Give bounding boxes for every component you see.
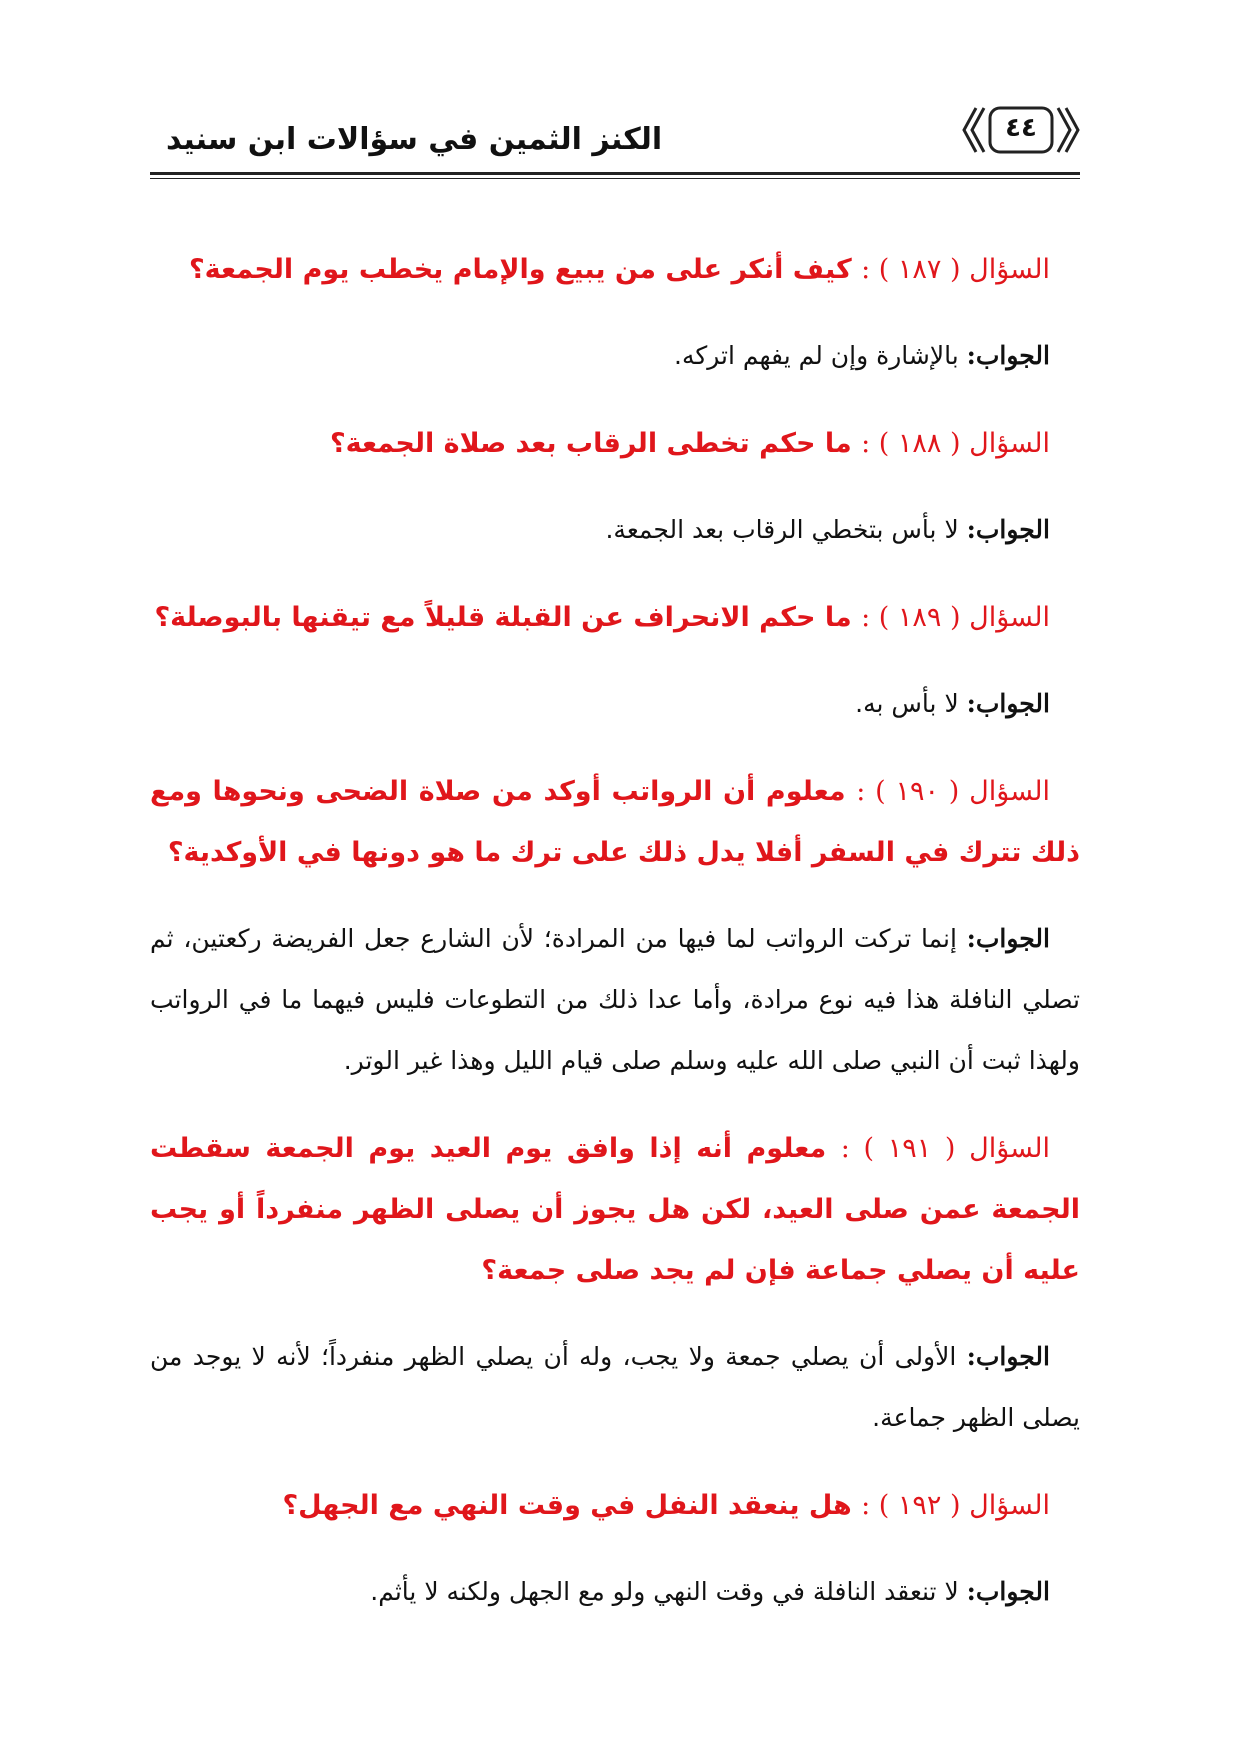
answer [150, 499, 1080, 560]
question-label: السؤال ( ١٨٩ ) : [861, 602, 1050, 633]
question-text: كيف أنكر على من يبيع والإمام يخطب يوم الجمعة؟ [188, 254, 852, 285]
page-header [150, 100, 1080, 192]
qa-item [150, 1475, 1080, 1622]
question [150, 587, 1080, 648]
answer-text: لا بأس بتخطي الرقاب بعد الجمعة. [605, 515, 959, 544]
answer [150, 325, 1080, 386]
answer-text: إنما تركت الرواتب لما فيها من المرادة؛ لأن الشارع جعل الفريضة ركعتين، ثم تصلي النافلة هذا فيه نوع مرادة، وأما عدا ذلك من التطوعات فليس فيهما ما في الرواتب ولهذا ثبت أن النبي صلى الله عليه وسلم صلى قيام الليل وهذا غير الوتر. [150, 924, 1080, 1075]
page-number-badge [962, 104, 1080, 156]
question [150, 1475, 1080, 1536]
answer [150, 673, 1080, 734]
answer-text: لا تنعقد النافلة في وقت النهي ولو مع الجهل ولكنه لا يأثم. [370, 1577, 959, 1606]
qa-item [150, 761, 1080, 1091]
question-text: ما حكم تخطى الرقاب بعد صلاة الجمعة؟ [330, 428, 852, 459]
question-label: السؤال ( ١٩٠ ) : [856, 776, 1051, 807]
answer-text: الأولى أن يصلي جمعة ولا يجب، وله أن يصلي الظهر منفرداً؛ لأنه لا يوجد من يصلى الظهر جماعة. [150, 1342, 1080, 1432]
question-label: السؤال ( ١٨٧ ) : [861, 254, 1050, 285]
answer-label: الجواب: [966, 924, 1050, 953]
answer-label: الجواب: [966, 689, 1050, 718]
answer [150, 1561, 1080, 1622]
question-text: ما حكم الانحراف عن القبلة قليلاً مع تيقنها بالبوصلة؟ [154, 602, 852, 633]
question [150, 413, 1080, 474]
book-title: الكنز الثمين في سؤالات ابن سنيد [166, 122, 663, 157]
qa-content [150, 212, 1080, 1648]
answer-text: لا بأس به. [855, 689, 959, 718]
page-number: ٤٤ [1005, 113, 1037, 143]
question-label: السؤال ( ١٩١ ) : [840, 1133, 1050, 1164]
question-text: معلوم أنه إذا وافق يوم العيد يوم الجمعة سقطت الجمعة عمن صلى العيد، لكن هل يجوز أن يصلى الظهر منفرداً أو يجب عليه أن يصلي جماعة فإن لم يجد صلى جمعة؟ [150, 1133, 1080, 1286]
header-divider [150, 172, 1080, 175]
answer-label: الجواب: [966, 515, 1050, 544]
qa-item [150, 239, 1080, 386]
answer-label: الجواب: [966, 1342, 1050, 1371]
question [150, 239, 1080, 300]
header-divider-thin [150, 178, 1080, 179]
qa-item [150, 587, 1080, 734]
question-text: معلوم أن الرواتب أوكد من صلاة الضحى ونحوها ومع ذلك تترك في السفر أفلا يدل ذلك على ترك ما هو دونها في الأوكدية؟ [150, 776, 1080, 868]
question [150, 1118, 1080, 1301]
question [150, 761, 1080, 883]
question-text: هل ينعقد النفل في وقت النهي مع الجهل؟ [282, 1490, 852, 1521]
question-label: السؤال ( ١٨٨ ) : [861, 428, 1050, 459]
answer [150, 908, 1080, 1091]
qa-item [150, 1118, 1080, 1448]
answer-text: بالإشارة وإن لم يفهم اتركه. [674, 341, 959, 370]
question-label: السؤال ( ١٩٢ ) : [861, 1490, 1050, 1521]
answer-label: الجواب: [966, 341, 1050, 370]
qa-item [150, 413, 1080, 560]
answer [150, 1326, 1080, 1448]
answer-label: الجواب: [966, 1577, 1050, 1606]
